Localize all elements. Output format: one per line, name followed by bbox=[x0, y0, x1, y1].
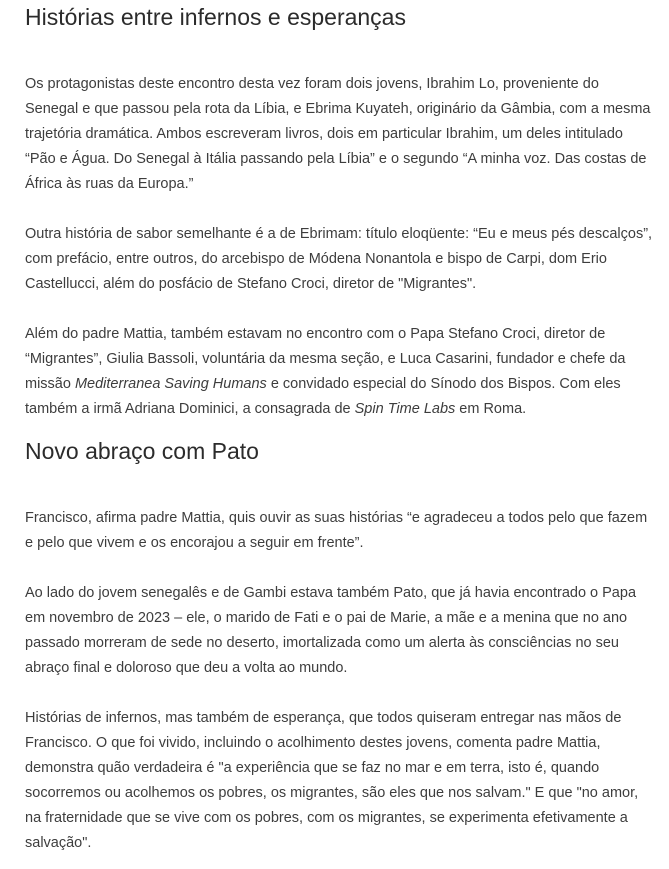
paragraph-francisco: Francisco, afirma padre Mattia, quis ouvir as suas histórias “e agradeceu a todos pelo que fazem e pelo que vivem e os encorajou a seguir em frente”. bbox=[25, 510, 648, 551]
article-body bbox=[25, 0, 655, 856]
attendees-text-1: Além do padre Mattia, também estavam no encontro com o Papa Stefano Croci, diretor de “Migrantes”, Giulia Bassoli, voluntária da mesma seção, e Luca Casarini, fundador e chefe da missão bbox=[25, 326, 626, 392]
paragraph-pato: Ao lado do jovem senegalês e de Gambi estava também Pato, que já havia encontrado o Papa em novembro de 2023 – ele, o marido de Fati e o pai de Marie, a mãe e a menina que no ano passado morreram de sede no deserto, imortalizada como um alerta às consciências no seu abraço final e doloroso que deu a volta ao mundo. bbox=[25, 585, 637, 676]
paragraph-ebrimam: Outra história de sabor semelhante é a de Ebrimam: título eloqüente: “Eu e meus pés descalços”, com prefácio, entre outros, do arcebispo de Módena Nonantola e bispo de Carpi, dom Erio Castellucci, além do posfácio de Stefano Croci, diretor de "Migrantes". bbox=[25, 226, 653, 292]
attendees-text-2: e convidado especial do Sínodo dos Bispos. Com eles também a irmã Adriana Dominici, a consagrada de bbox=[25, 376, 621, 417]
spin-time-labs-title: Spin Time Labs bbox=[354, 401, 456, 417]
paragraph-hope: Histórias de infernos, mas também de esperança, que todos quiseram entregar nas mãos de Francisco. O que foi vivido, incluindo o acolhimento destes jovens, comenta padre Mattia, demonstra quão verdadeira é "a experiência que se faz no mar e em terra, isto é, quando socorremos ou acolhemos os pobres, os migrantes, são eles que nos salvam." E que "no amor, na fraternidade que se vive com os pobres, com os migrantes, se experimenta efetivamente a salvação". bbox=[25, 710, 639, 851]
section-heading-pato: Novo abraço com Pato bbox=[25, 438, 259, 464]
paragraph-attendees bbox=[25, 322, 655, 422]
section-heading-infernos: Histórias entre infernos e esperanças bbox=[25, 4, 406, 30]
attendees-text-3: em Roma. bbox=[455, 401, 527, 417]
paragraph-protagonists: Os protagonistas deste encontro desta vez foram dois jovens, Ibrahim Lo, proveniente do Senegal e que passou pela rota da Líbia, e Ebrima Kuyateh, originário da Gâmbia, com a mesma trajetória dramática. Ambos escreveram livros, dois em particular Ibrahim, um deles intitulado “Pão e Água. Do Senegal à Itália passando pela Líbia” e o segundo “A minha voz. Das costas de África às ruas da Europa.” bbox=[25, 76, 651, 192]
mediterranea-title: Mediterranea Saving Humans bbox=[74, 376, 267, 392]
